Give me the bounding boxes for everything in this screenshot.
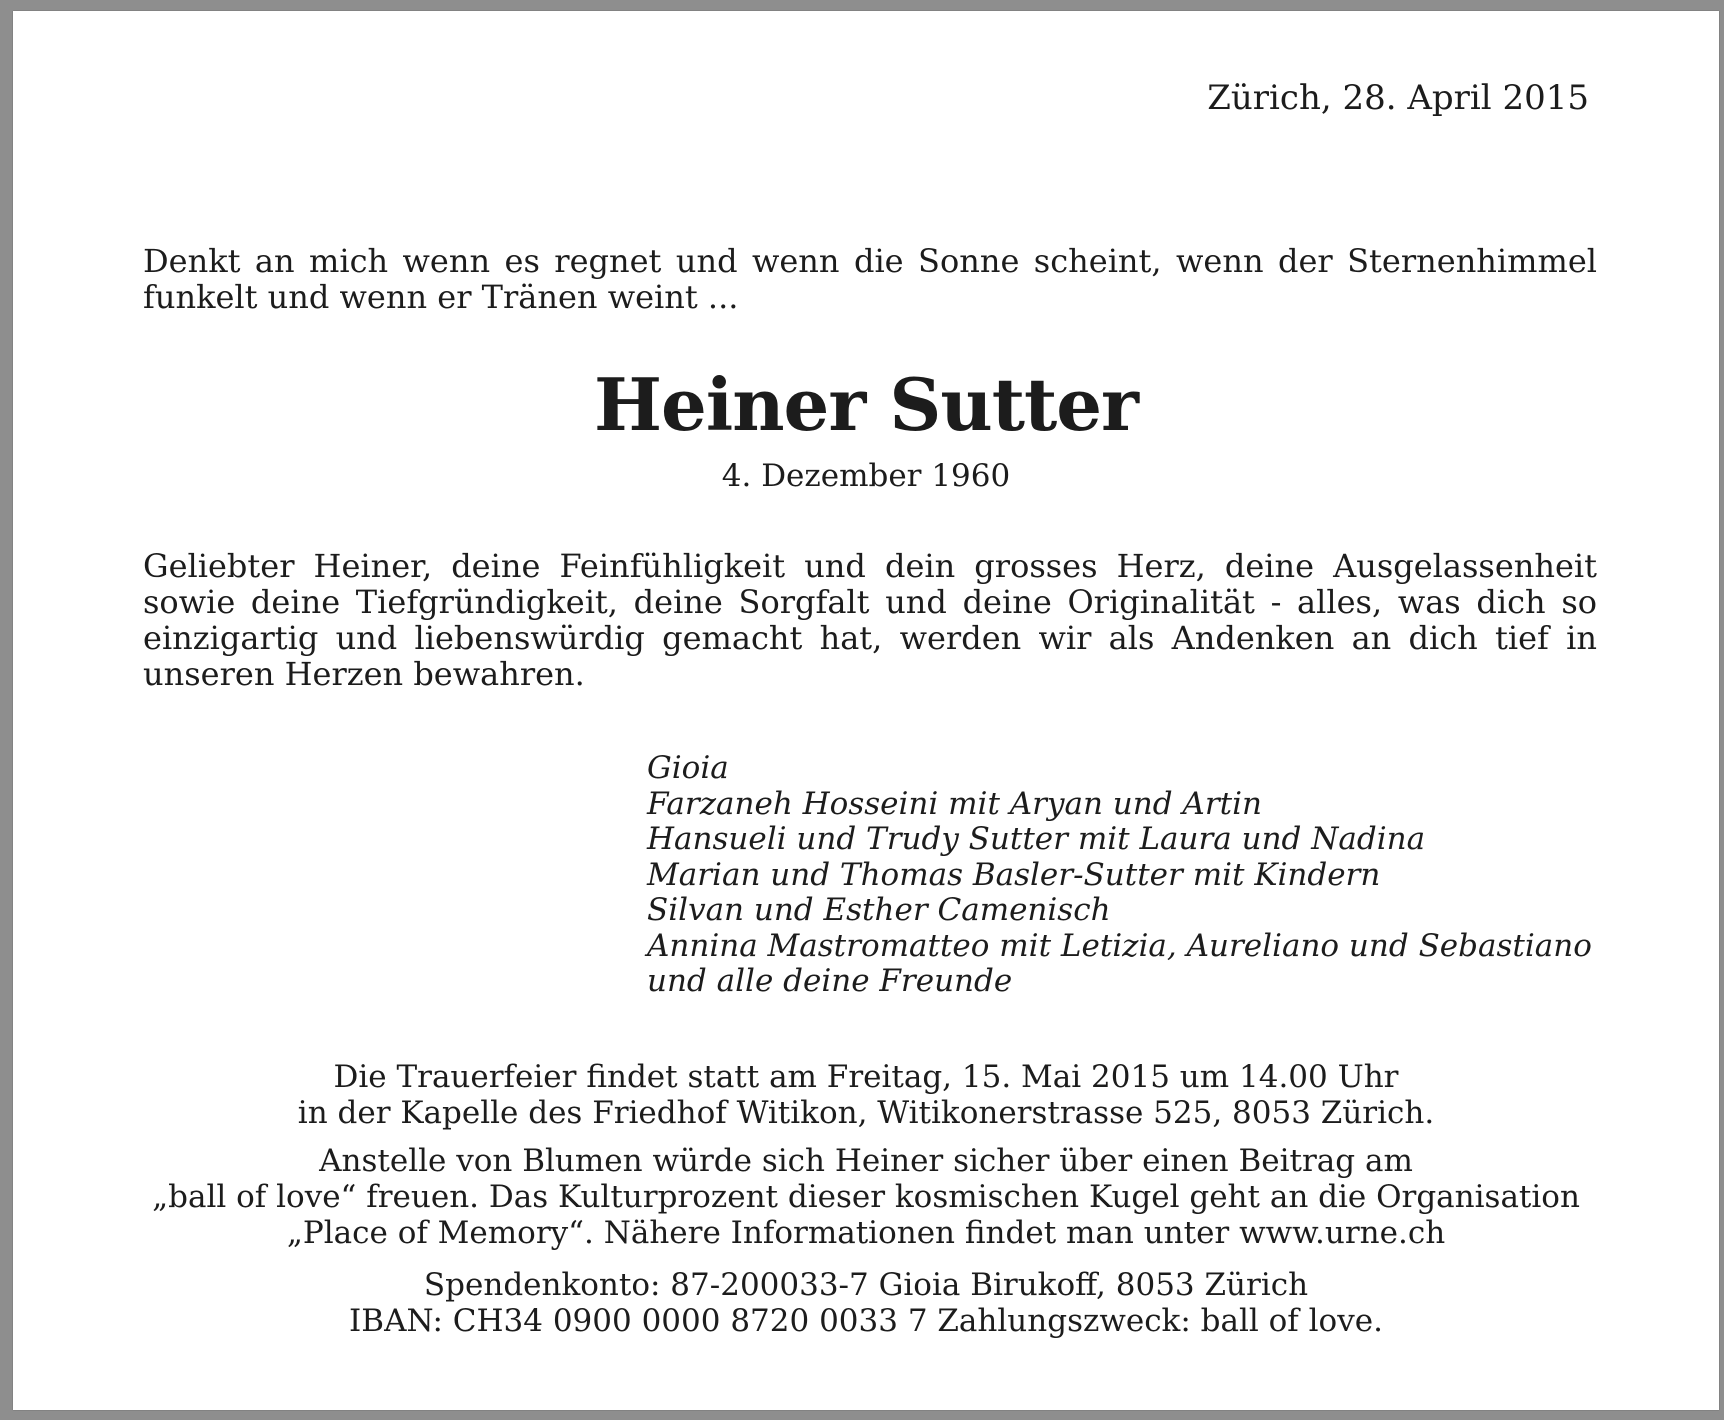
- deceased-name: Heiner Sutter: [594, 362, 1138, 447]
- donation-line: „Place of Memory“. Nähere Informationen findet man unter www.urne.ch: [286, 1215, 1446, 1251]
- ceremony-line: in der Kapelle des Friedhof Witikon, Witikonerstrasse 525, 8053 Zürich.: [297, 1095, 1435, 1131]
- account-line: IBAN: CH34 0900 0000 8720 0033 7 Zahlungszweck: ball of love.: [349, 1303, 1383, 1339]
- ceremony-info: [13, 1059, 1719, 1131]
- birth-date: 4. Dezember 1960: [721, 458, 1011, 494]
- donation-line: „ball of love“ freuen. Das Kulturprozent dieser kosmischen Kugel geht an die Organisation: [152, 1179, 1580, 1215]
- donation-line: Anstelle von Blumen würde sich Heiner sicher über einen Beitrag am: [319, 1143, 1413, 1179]
- signer-line: Silvan und Esther Camenisch: [647, 892, 1111, 928]
- bank-account-info: [13, 1267, 1719, 1339]
- signer-line: Hansueli und Trudy Sutter mit Laura und Nadina: [647, 821, 1426, 857]
- donation-info: [13, 1143, 1719, 1251]
- signer-line: Marian und Thomas Basler-Sutter mit Kindern: [647, 856, 1381, 893]
- tribute-text: Geliebter Heiner, deine Feinfühligkeit und dein grosses Herz, deine Ausgelassenheit sowie deine Tiefgründigkeit, deine Sorgfalt und deine Originalität - alles, was dich so einzigartig und liebenswürdig gemacht hat, werden wir als Andenken an dich tief in unseren Herzen bewahren.: [143, 547, 1597, 693]
- signer-line: Annina Mastromatteo mit Letizia, Aureliano und Sebastiano: [647, 927, 1592, 964]
- signer-line: und alle deine Freunde: [647, 963, 1013, 999]
- signer-line: Farzaneh Hosseini mit Aryan und Artin: [647, 785, 1262, 822]
- ceremony-line: Die Trauerfeier findet statt am Freitag, 15. Mai 2015 um 14.00 Uhr: [333, 1059, 1399, 1095]
- signer-line: Gioia: [647, 750, 729, 786]
- signers-list: [647, 751, 1592, 1000]
- obituary-notice: [13, 11, 1719, 1410]
- place-date: Zürich, 28. April 2015: [1207, 78, 1589, 118]
- account-line: Spendenkonto: 87-200033-7 Gioia Birukoff, 8053 Zürich: [423, 1267, 1309, 1303]
- memorial-quote: Denkt an mich wenn es regnet und wenn die Sonne scheint, wenn der Sternenhimmel funkelt und wenn er Tränen weint ...: [143, 242, 1597, 316]
